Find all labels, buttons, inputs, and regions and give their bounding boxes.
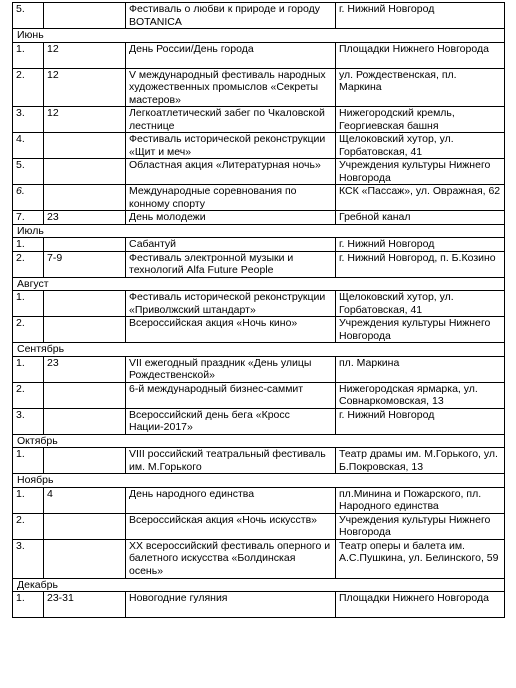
row-number: 4. bbox=[13, 133, 44, 159]
event-row bbox=[13, 592, 505, 618]
row-date bbox=[44, 133, 126, 159]
month-label: Июль bbox=[13, 224, 505, 238]
row-date bbox=[44, 408, 126, 434]
event-place: Учреждения культуры Нижнего Новгорода bbox=[336, 159, 505, 185]
row-date bbox=[44, 291, 126, 317]
event-place: ул. Рождественская, пл. Маркина bbox=[336, 68, 505, 107]
event-place: Щелоковский хутор, ул. Горбатовская, 41 bbox=[336, 291, 505, 317]
row-date bbox=[44, 513, 126, 539]
event-row bbox=[13, 42, 505, 68]
month-label: Декабрь bbox=[13, 578, 505, 592]
month-row bbox=[13, 434, 505, 448]
row-date: 12 bbox=[44, 42, 126, 68]
row-number: 2. bbox=[13, 317, 44, 343]
month-row bbox=[13, 474, 505, 488]
event-row bbox=[13, 448, 505, 474]
events-table bbox=[12, 2, 505, 618]
row-date: 23-31 bbox=[44, 592, 126, 618]
row-number: 6. bbox=[13, 185, 44, 211]
event-row bbox=[13, 487, 505, 513]
event-name: День России/День города bbox=[126, 42, 336, 68]
row-number: 1. bbox=[13, 238, 44, 252]
event-name: Фестиваль электронной музыки и технологий Alfa Future People bbox=[126, 251, 336, 277]
row-number: 5. bbox=[13, 3, 44, 29]
event-row bbox=[13, 539, 505, 578]
row-number: 3. bbox=[13, 107, 44, 133]
event-name: Фестиваль исторической реконструкции «Щит и меч» bbox=[126, 133, 336, 159]
event-place: Учреждения культуры Нижнего Новгорода bbox=[336, 317, 505, 343]
event-row bbox=[13, 238, 505, 252]
event-place: г. Нижний Новгород bbox=[336, 3, 505, 29]
row-date bbox=[44, 238, 126, 252]
event-row bbox=[13, 185, 505, 211]
event-place: Нижегородский кремль, Георгиевская башня bbox=[336, 107, 505, 133]
event-name: День молодежи bbox=[126, 211, 336, 225]
row-number: 3. bbox=[13, 539, 44, 578]
event-name: Всероссийская акция «Ночь искусств» bbox=[126, 513, 336, 539]
event-row bbox=[13, 291, 505, 317]
event-place: Нижегородская ярмарка, ул. Совнаркомовская, 13 bbox=[336, 382, 505, 408]
event-row bbox=[13, 3, 505, 29]
event-name: Фестиваль исторической реконструкции «Приволжский штандарт» bbox=[126, 291, 336, 317]
event-row bbox=[13, 133, 505, 159]
row-number: 1. bbox=[13, 356, 44, 382]
event-place: Гребной канал bbox=[336, 211, 505, 225]
event-row bbox=[13, 382, 505, 408]
row-date bbox=[44, 382, 126, 408]
row-date: 23 bbox=[44, 356, 126, 382]
row-number: 3. bbox=[13, 408, 44, 434]
row-number: 2. bbox=[13, 382, 44, 408]
event-place: г. Нижний Новгород bbox=[336, 238, 505, 252]
month-label: Ноябрь bbox=[13, 474, 505, 488]
month-row bbox=[13, 29, 505, 43]
event-place: Площадки Нижнего Новгорода bbox=[336, 592, 505, 618]
row-date bbox=[44, 159, 126, 185]
event-place: пл. Маркина bbox=[336, 356, 505, 382]
event-name: VII ежегодный праздник «День улицы Рождественской» bbox=[126, 356, 336, 382]
row-date: 23 bbox=[44, 211, 126, 225]
month-label: Октябрь bbox=[13, 434, 505, 448]
event-row bbox=[13, 408, 505, 434]
row-date: 12 bbox=[44, 68, 126, 107]
event-place: КСК «Пассаж», ул. Овражная, 62 bbox=[336, 185, 505, 211]
row-number: 5. bbox=[13, 159, 44, 185]
row-date bbox=[44, 448, 126, 474]
row-number: 2. bbox=[13, 513, 44, 539]
event-name: Всероссийский день бега «Кросс Нации-2017» bbox=[126, 408, 336, 434]
event-row bbox=[13, 513, 505, 539]
event-row bbox=[13, 251, 505, 277]
month-row bbox=[13, 224, 505, 238]
event-row bbox=[13, 107, 505, 133]
month-label: Август bbox=[13, 277, 505, 291]
event-name: Фестиваль о любви к природе и городу BOTANICA bbox=[126, 3, 336, 29]
row-date: 4 bbox=[44, 487, 126, 513]
event-row bbox=[13, 356, 505, 382]
row-number: 7. bbox=[13, 211, 44, 225]
row-date bbox=[44, 185, 126, 211]
event-name: Международные соревнования по конному спорту bbox=[126, 185, 336, 211]
event-row bbox=[13, 159, 505, 185]
event-name: 6-й международный бизнес-саммит bbox=[126, 382, 336, 408]
events-table-body bbox=[13, 3, 505, 618]
month-row bbox=[13, 343, 505, 357]
row-date: 7-9 bbox=[44, 251, 126, 277]
row-date: 12 bbox=[44, 107, 126, 133]
row-date bbox=[44, 539, 126, 578]
month-row bbox=[13, 277, 505, 291]
event-row bbox=[13, 317, 505, 343]
event-place: г. Нижний Новгород, п. Б.Козино bbox=[336, 251, 505, 277]
event-place: г. Нижний Новгород bbox=[336, 408, 505, 434]
event-row bbox=[13, 211, 505, 225]
event-name: Сабантуй bbox=[126, 238, 336, 252]
row-number: 1. bbox=[13, 487, 44, 513]
row-date bbox=[44, 317, 126, 343]
row-number: 1. bbox=[13, 448, 44, 474]
month-label: Июнь bbox=[13, 29, 505, 43]
row-number: 1. bbox=[13, 592, 44, 618]
month-row bbox=[13, 578, 505, 592]
event-name: XX всероссийский фестиваль оперного и балетного искусства «Болдинская осень» bbox=[126, 539, 336, 578]
event-place: Площадки Нижнего Новгорода bbox=[336, 42, 505, 68]
event-place: пл.Минина и Пожарского, пл. Народного единства bbox=[336, 487, 505, 513]
event-name: Легкоатлетический забег по Чкаловской лестнице bbox=[126, 107, 336, 133]
row-number: 2. bbox=[13, 251, 44, 277]
event-name: День народного единства bbox=[126, 487, 336, 513]
event-place: Щелоковский хутор, ул. Горбатовская, 41 bbox=[336, 133, 505, 159]
event-name: V международный фестиваль народных художественных промыслов «Секреты мастеров» bbox=[126, 68, 336, 107]
event-name: Всероссийская акция «Ночь кино» bbox=[126, 317, 336, 343]
row-date bbox=[44, 3, 126, 29]
event-row bbox=[13, 68, 505, 107]
event-place: Театр оперы и балета им. А.С.Пушкина, ул. Белинского, 59 bbox=[336, 539, 505, 578]
event-name: Областная акция «Литературная ночь» bbox=[126, 159, 336, 185]
event-name: VIII российский театральный фестиваль им. М.Горького bbox=[126, 448, 336, 474]
event-name: Новогодние гуляния bbox=[126, 592, 336, 618]
row-number: 2. bbox=[13, 68, 44, 107]
month-label: Сентябрь bbox=[13, 343, 505, 357]
event-place: Учреждения культуры Нижнего Новгорода bbox=[336, 513, 505, 539]
row-number: 1. bbox=[13, 42, 44, 68]
event-place: Театр драмы им. М.Горького, ул. Б.Покровская, 13 bbox=[336, 448, 505, 474]
row-number: 1. bbox=[13, 291, 44, 317]
